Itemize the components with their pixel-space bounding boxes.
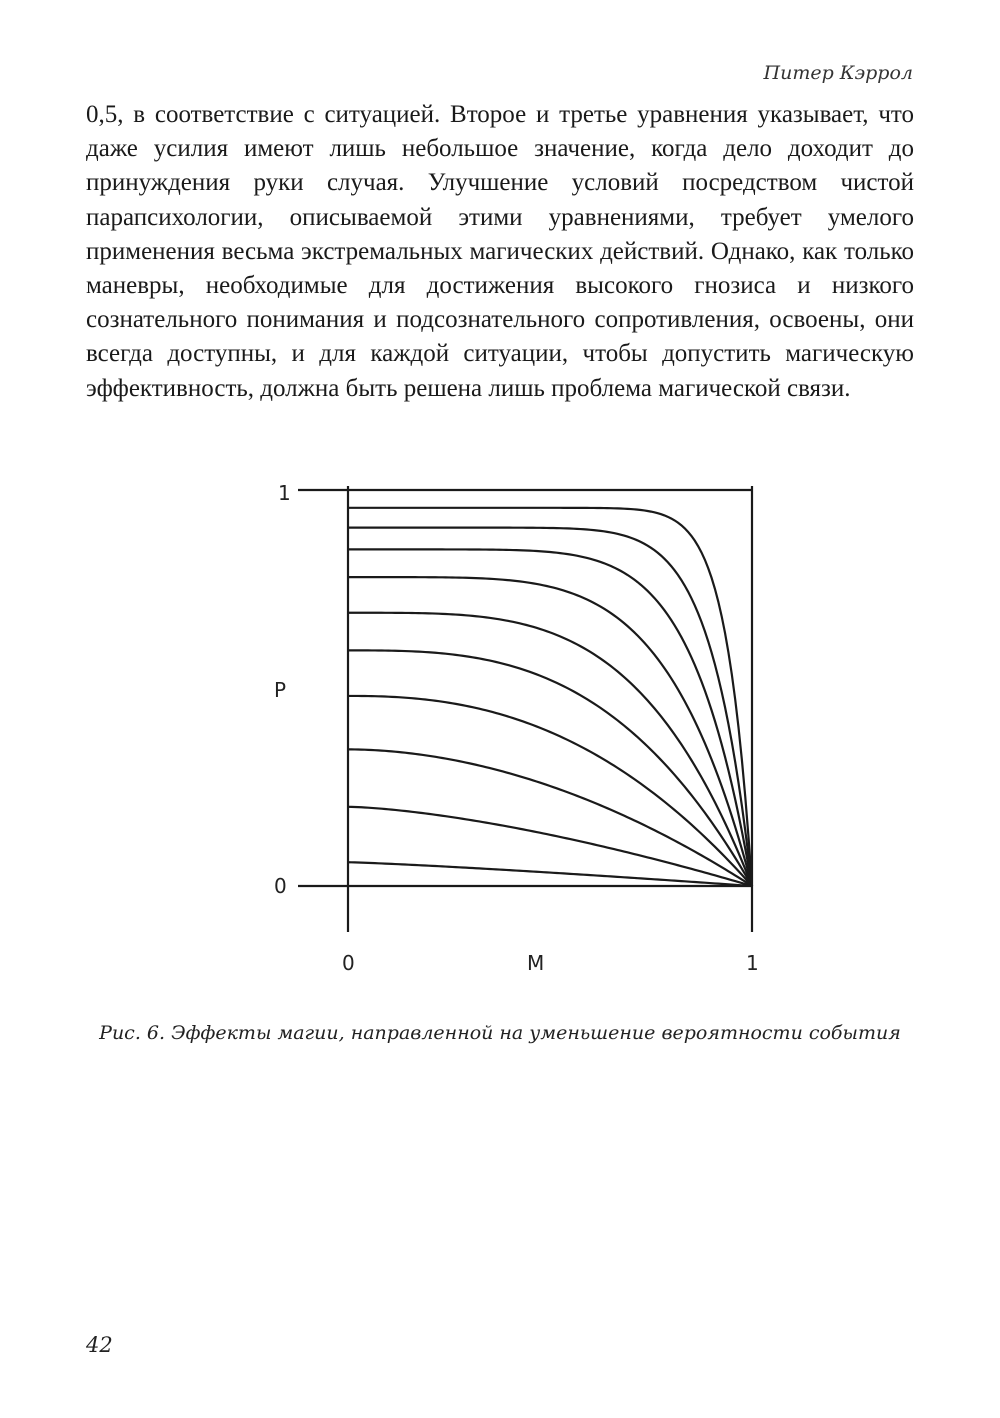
x-tick-1: 1 xyxy=(746,951,759,975)
page-number: 42 xyxy=(86,1333,113,1357)
x-axis-label: M xyxy=(527,951,545,975)
figure-caption: Рис. 6. Эффекты магии, направленной на уменьшение вероятности события xyxy=(99,1022,901,1044)
figure-6 xyxy=(0,470,1000,990)
curve-10 xyxy=(348,807,752,886)
y-tick-1: 1 xyxy=(278,481,291,505)
body-paragraph: 0,5, в соответствие с ситуацией. Второе и третье уравнения указывает, что даже усилия имеют лишь небольшое значение, когда дело доходит до принуждения руки случая. Улучшение условий посредством чистой парапсихологии, описываемой этими уравнениями, требует умелого применения весьма экстремальных магических действий. Однако, как только маневры, необходимые для достижения высокого гнозиса и низкого сознательного понимания и подсознательного сопротивления, освоены, они всегда доступны, и для каждой ситуации, чтобы допустить магическую эффективность, должна быть решена лишь проблема магической связи. xyxy=(86,101,914,402)
curves-group xyxy=(298,490,752,886)
y-tick-0: 0 xyxy=(274,874,287,898)
y-axis-label: P xyxy=(274,678,287,702)
curve-11 xyxy=(348,862,752,886)
probability-chart xyxy=(0,470,1000,990)
x-tick-0: 0 xyxy=(342,951,355,975)
running-head: Питер Кэррол xyxy=(763,62,913,84)
curve-6 xyxy=(348,613,752,886)
curve-8 xyxy=(348,696,752,886)
curve-3 xyxy=(348,528,752,886)
